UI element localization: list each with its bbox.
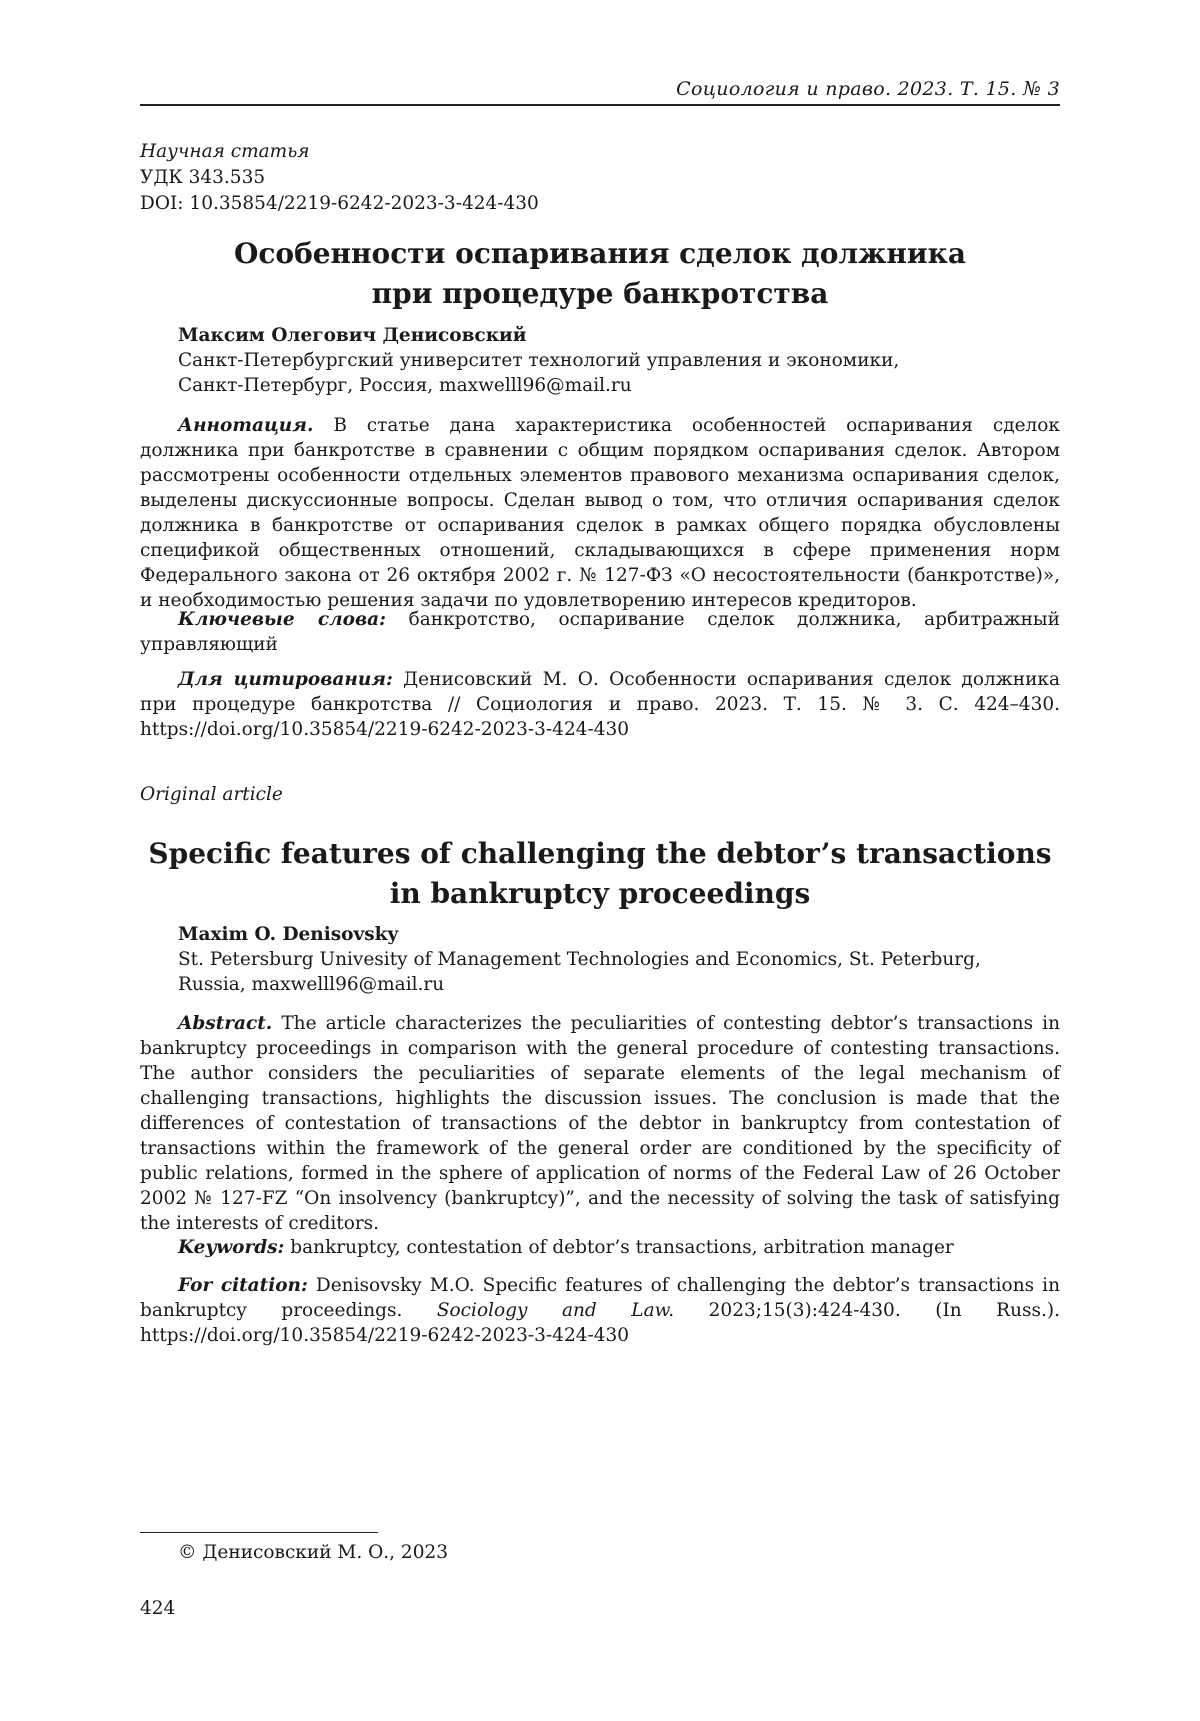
author-name-ru: Максим Олегович Денисовский bbox=[178, 325, 527, 346]
affiliation-ru-line2: Санкт-Петербург, Россия, maxwelll96@mail.ru bbox=[178, 375, 632, 396]
affiliation-ru-line1: Санкт-Петербургский университет технологий управления и экономики, bbox=[178, 350, 900, 371]
keywords-en-label: Keywords: bbox=[178, 1237, 285, 1258]
article-type-ru: Научная статья bbox=[140, 141, 310, 162]
author-block-en bbox=[178, 922, 1058, 997]
header-rule bbox=[140, 104, 1060, 106]
citation-en-text-b: 2023;15(3):424-430. (In Russ.). https://doi.org/10.35854/2219-6242-2023-3-424-430 bbox=[140, 1300, 1060, 1346]
author-name-en: Maxim O. Denisovsky bbox=[178, 924, 399, 945]
abstract-ru-label: Аннотация. bbox=[178, 415, 314, 436]
abstract-ru bbox=[140, 413, 1060, 613]
udc-code: УДК 343.535 bbox=[140, 167, 266, 188]
keywords-en-text: bankruptcy, contestation of debtor’s transactions, arbitration manager bbox=[290, 1237, 954, 1258]
keywords-ru-text: банкротство, оспаривание сделок должника, арбитражный управляющий bbox=[140, 609, 1060, 655]
page-number: 424 bbox=[140, 1598, 176, 1619]
keywords-ru bbox=[140, 607, 1060, 657]
citation-ru-label: Для цитирования: bbox=[178, 669, 393, 690]
article-type-en: Original article bbox=[140, 784, 283, 805]
copyright-note: © Денисовский М. О., 2023 bbox=[178, 1542, 449, 1563]
title-en bbox=[140, 834, 1060, 914]
abstract-en bbox=[140, 1011, 1060, 1236]
citation-ru bbox=[140, 667, 1060, 742]
affiliation-en-line1: St. Petersburg Univesity of Management Technologies and Economics, St. Peterburg, bbox=[178, 949, 981, 970]
keywords-ru-label: Ключевые слова: bbox=[178, 609, 386, 630]
abstract-en-label: Abstract. bbox=[178, 1013, 273, 1034]
keywords-en bbox=[140, 1235, 1060, 1260]
abstract-en-text: The article characterizes the peculiarities of contesting debtor’s transactions in bankruptcy proceedings in comparison with the general procedure of contesting transactions. The author considers the peculiarities of separate elements of the legal mechanism of challenging transactions, highlights the discussion issues. The conclusion is made that the differences of contestation of transactions of the debtor in bankruptcy from contestation of transactions within the framework of the general order are conditioned by the specificity of public relations, formed in the sphere of application of norms of the Federal Law of 26 October 2002 № 127-FZ “On insolvency (bankruptcy)”, and the necessity of solving the task of satisfying the interests of creditors. bbox=[140, 1013, 1061, 1234]
author-block-ru bbox=[178, 323, 1058, 398]
citation-en-text-a: Denisovsky M.O. Specific features of challenging the debtor’s transactions in bankruptcy proceedings. bbox=[140, 1275, 1060, 1321]
title-en-line2: in bankruptcy proceedings bbox=[389, 877, 811, 910]
title-ru-line2: при процедуре банкротства bbox=[371, 277, 829, 310]
affiliation-en-line2: Russia, maxwelll96@mail.ru bbox=[178, 974, 445, 995]
doi: DOI: 10.35854/2219-6242-2023-3-424-430 bbox=[140, 193, 539, 214]
abstract-ru-text: В статье дана характеристика особенностей оспаривания сделок должника при банкротстве в сравнении с общим порядком оспаривания сделок. Автором рассмотрены особенности отдельных элементов правового механизма оспаривания сделок, выделены дискуссионные вопросы. Сделан вывод о том, что отличия оспаривания сделок должника в банкротстве от оспаривания сделок в рамках общего порядка обусловлены спецификой общественных отношений, складывающихся в сфере применения норм Федерального закона от 26 октября 2002 г. № 127-ФЗ «О несостоятельности (банкротстве)», и необходимостью решения задачи по удовлетворению интересов кредиторов. bbox=[140, 415, 1060, 611]
title-ru bbox=[140, 234, 1060, 314]
citation-ru-text: Денисовский М. О. Особенности оспаривания сделок должника при процедуре банкротства // Социология и право. 2023. Т. 15. № 3. С. 424–430. https://doi.org/10.35854/2219-6242-2023-3-424-430 bbox=[140, 669, 1060, 740]
citation-en bbox=[140, 1273, 1060, 1348]
running-header: Социология и право. 2023. Т. 15. № 3 bbox=[676, 78, 1060, 100]
title-ru-line1: Особенности оспаривания сделок должника bbox=[233, 237, 967, 270]
article-meta bbox=[140, 139, 539, 217]
footnote-rule bbox=[140, 1532, 378, 1533]
citation-en-journal: Sociology and Law. bbox=[436, 1300, 675, 1321]
title-en-line1: Specific features of challenging the debtor’s transactions bbox=[148, 837, 1052, 870]
citation-en-label: For citation: bbox=[178, 1275, 308, 1296]
